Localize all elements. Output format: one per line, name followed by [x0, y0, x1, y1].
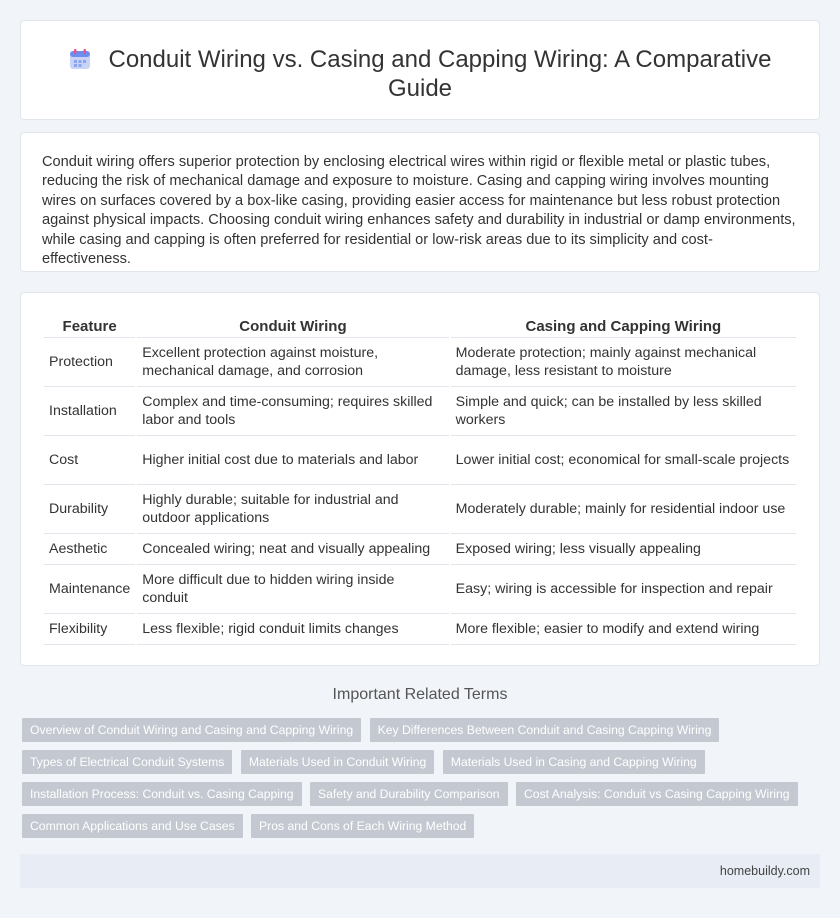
comparison-table — [42, 315, 798, 645]
conduit-cell: Highly durable; suitable for industrial and outdoor applications — [137, 485, 448, 534]
table-row — [44, 614, 796, 645]
casing-cell: Lower initial cost; economical for small-scale projects — [451, 436, 796, 485]
casing-cell: Exposed wiring; less visually appealing — [451, 534, 796, 565]
related-terms-list — [22, 718, 802, 846]
header-feature: Feature — [44, 315, 135, 338]
conduit-cell: Higher initial cost due to materials and labor — [137, 436, 448, 485]
casing-cell: Moderately durable; mainly for residential indoor use — [451, 485, 796, 534]
comparison-card — [20, 292, 820, 666]
table-row — [44, 338, 796, 387]
feature-cell: Cost — [44, 436, 135, 485]
related-term-tag[interactable]: Key Differences Between Conduit and Casing Capping Wiring — [370, 718, 720, 742]
conduit-cell: Concealed wiring; neat and visually appealing — [137, 534, 448, 565]
intro-card — [20, 132, 820, 272]
related-term-tag[interactable]: Pros and Cons of Each Wiring Method — [251, 814, 474, 838]
table-header-row — [44, 315, 796, 338]
calendar-icon — [69, 48, 91, 70]
conduit-cell: Excellent protection against moisture, mechanical damage, and corrosion — [137, 338, 448, 387]
feature-cell: Installation — [44, 387, 135, 436]
table-row — [44, 534, 796, 565]
related-term-tag[interactable]: Materials Used in Conduit Wiring — [241, 750, 434, 774]
feature-cell: Flexibility — [44, 614, 135, 645]
header-casing: Casing and Capping Wiring — [451, 315, 796, 338]
related-terms-heading: Important Related Terms — [332, 686, 508, 703]
related-term-tag[interactable]: Installation Process: Conduit vs. Casing Capping — [22, 782, 302, 806]
conduit-cell: Less flexible; rigid conduit limits changes — [137, 614, 448, 645]
casing-cell: Easy; wiring is accessible for inspection and repair — [451, 565, 796, 614]
casing-cell: Moderate protection; mainly against mechanical damage, less resistant to moisture — [451, 338, 796, 387]
related-term-tag[interactable]: Safety and Durability Comparison — [310, 782, 508, 806]
header-conduit: Conduit Wiring — [137, 315, 448, 338]
intro-paragraph: Conduit wiring offers superior protection by enclosing electrical wires within rigid or flexible metal or plastic tubes, reducing the risk of mechanical damage and exposure to moisture. Casing and capping wiring involves mounting wires on surfaces covered by a box-like casing, providing easier access for maintenance but less robust protection against physical impacts. Choosing conduit wiring enhances safety and durability in industrial or damp environments, while casing and capping is often preferred for residential or low-risk areas due to its simplicity and cost-effectiveness. — [42, 154, 796, 268]
title-card — [20, 20, 820, 120]
related-term-tag[interactable]: Types of Electrical Conduit Systems — [22, 750, 232, 774]
conduit-cell: More difficult due to hidden wiring inside conduit — [137, 565, 448, 614]
feature-cell: Durability — [44, 485, 135, 534]
page-title — [21, 45, 819, 103]
title-text: Conduit Wiring vs. Casing and Capping Wiring: A Comparative Guide — [108, 46, 772, 102]
table-row — [44, 485, 796, 534]
related-term-tag[interactable]: Common Applications and Use Cases — [22, 814, 243, 838]
casing-cell: Simple and quick; can be installed by less skilled workers — [451, 387, 796, 436]
conduit-cell: Complex and time-consuming; requires skilled labor and tools — [137, 387, 448, 436]
footer-site-link[interactable]: homebuildy.com — [719, 864, 810, 878]
feature-cell: Maintenance — [44, 565, 135, 614]
related-term-tag[interactable]: Materials Used in Casing and Capping Wiring — [443, 750, 705, 774]
feature-cell: Aesthetic — [44, 534, 135, 565]
table-row — [44, 387, 796, 436]
table-row — [44, 565, 796, 614]
related-term-tag[interactable]: Cost Analysis: Conduit vs Casing Capping Wiring — [516, 782, 798, 806]
table-row — [44, 436, 796, 485]
related-term-tag[interactable]: Overview of Conduit Wiring and Casing and Capping Wiring — [22, 718, 361, 742]
footer — [20, 854, 820, 888]
casing-cell: More flexible; easier to modify and extend wiring — [451, 614, 796, 645]
feature-cell: Protection — [44, 338, 135, 387]
